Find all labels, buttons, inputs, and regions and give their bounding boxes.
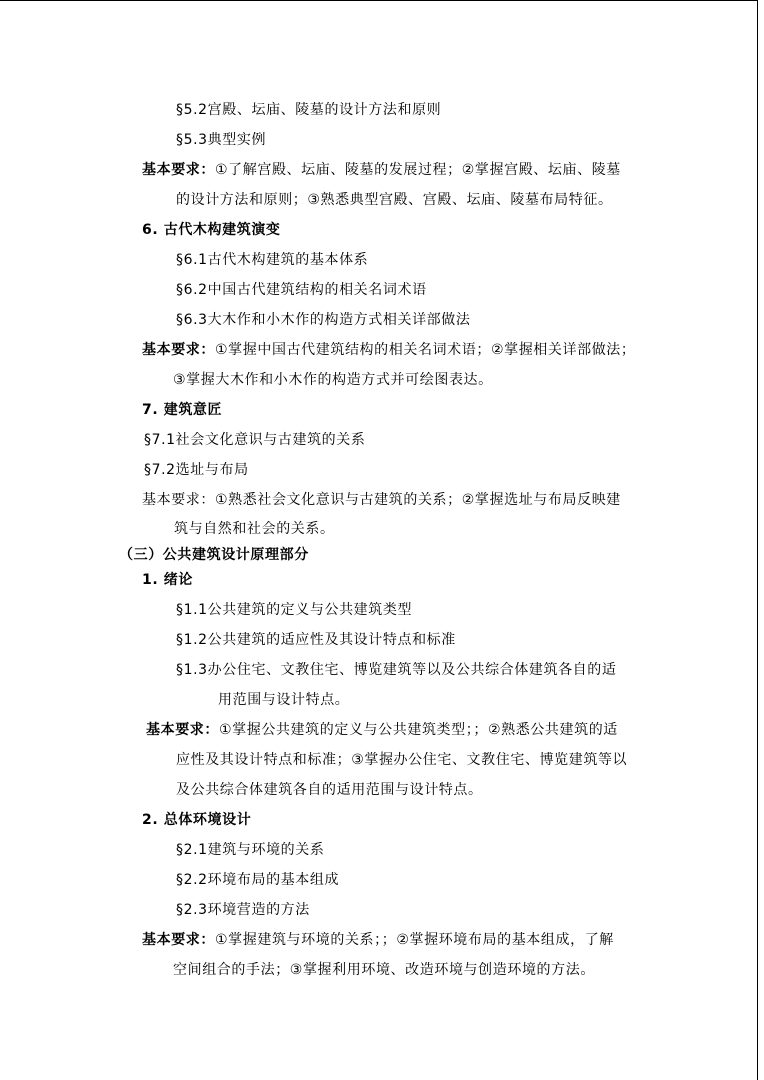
requirements-5 — [142, 161, 621, 179]
requirements-1-cont-a: 应性及其设计特点和标准；③掌握办公住宅、文教住宅、博览建筑等以 — [176, 752, 628, 768]
requirements-text: ①掌握公共建筑的定义与公共建筑类型；；②熟悉公共建筑的适 — [219, 722, 618, 738]
section-6-3: §6.3大木作和小木作的构造方式相关详部做法 — [176, 312, 471, 328]
requirements-6-cont: ③掌握大木作和小木作的构造方式并可绘图表达。 — [173, 372, 493, 388]
heading-7: 7. 建筑意匠 — [142, 402, 223, 418]
section-7-1: §7.1社会文化意识与古建筑的关系 — [144, 432, 366, 448]
requirements-7-cont: 筑与自然和社会的关系。 — [174, 521, 335, 537]
section-2-2: §2.2环境布局的基本组成 — [176, 872, 340, 888]
requirements-2 — [142, 931, 614, 949]
requirements-6 — [142, 341, 636, 359]
requirements-label: 基本要求： — [142, 162, 215, 178]
requirements-1 — [146, 721, 618, 739]
section-1-1: §1.1公共建筑的定义与公共建筑类型 — [176, 602, 413, 618]
part-3-heading: （三）公共建筑设计原理部分 — [119, 547, 309, 563]
section-6-1: §6.1古代木构建筑的基本体系 — [176, 252, 369, 268]
requirements-text: ①了解宫殿、坛庙、陵墓的发展过程；②掌握宫殿、坛庙、陵墓 — [215, 162, 621, 178]
section-1-2: §1.2公共建筑的适应性及其设计特点和标准 — [176, 632, 456, 648]
section-2-3: §2.3环境营造的方法 — [176, 902, 310, 918]
requirements-5-cont: 的设计方法和原则；③熟悉典型宫殿、宫殿、坛庙、陵墓布局特征。 — [176, 192, 613, 208]
heading-6: 6. 古代木构建筑演变 — [142, 222, 281, 238]
section-5-2: §5.2宫殿、坛庙、陵墓的设计方法和原则 — [176, 102, 442, 118]
requirements-7: 基本要求：①熟悉社会文化意识与古建筑的关系；②掌握选址与布局反映建 — [142, 492, 621, 508]
requirements-label: 基本要求： — [142, 342, 215, 358]
requirements-2-cont: 空间组合的手法；③掌握利用环境、改造环境与创造环境的方法。 — [173, 962, 595, 978]
heading-1: 1. 绪论 — [142, 572, 193, 588]
section-1-3: §1.3办公住宅、文教住宅、博览建筑等以及公共综合体建筑各自的适 — [176, 662, 617, 678]
requirements-1-cont-b: 及公共综合体建筑各自的适用范围与设计特点。 — [176, 782, 483, 798]
section-7-2: §7.2选址与布局 — [144, 462, 249, 478]
requirements-label: 基本要求： — [146, 722, 219, 738]
section-2-1: §2.1建筑与环境的关系 — [176, 842, 325, 858]
requirements-text: ①掌握中国古代建筑结构的相关名词术语；②掌握相关详部做法； — [215, 342, 636, 358]
requirements-label: 基本要求： — [142, 932, 215, 948]
section-1-3-cont: 用范围与设计特点。 — [218, 692, 350, 708]
section-5-3: §5.3典型实例 — [176, 132, 267, 148]
heading-2: 2. 总体环境设计 — [142, 812, 252, 828]
section-6-2: §6.2中国古代建筑结构的相关名词术语 — [176, 282, 427, 298]
requirements-text: ①掌握建筑与环境的关系；；②掌握环境布局的基本组成，了解 — [215, 932, 614, 948]
